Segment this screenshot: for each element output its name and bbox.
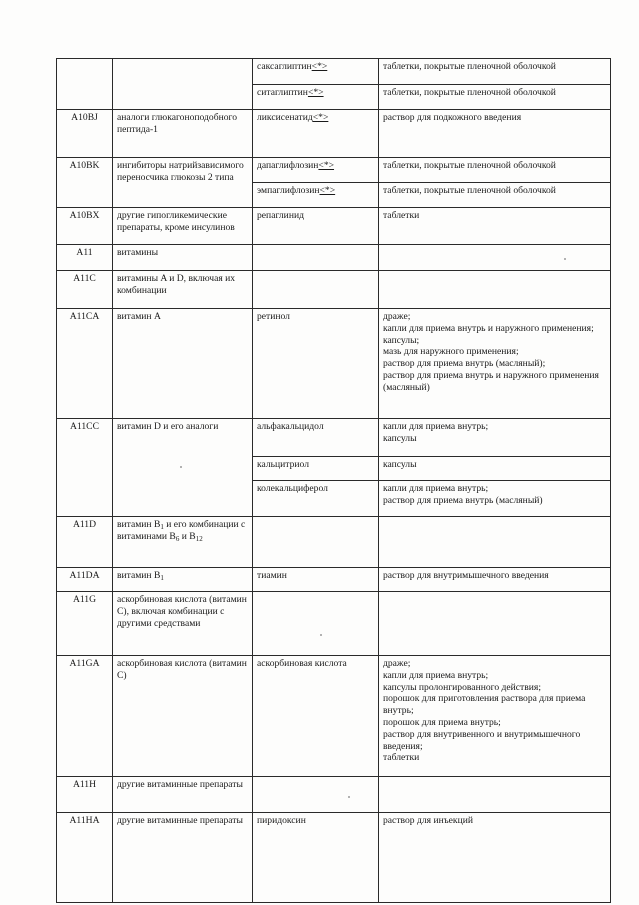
dosage-form-cell bbox=[379, 271, 611, 309]
atc-code-cell: A10BX bbox=[57, 208, 113, 245]
drug-name-cell bbox=[253, 419, 379, 457]
atc-code-cell: A11CC bbox=[57, 419, 113, 517]
table-row bbox=[57, 245, 611, 271]
drug-name: колекальциферол bbox=[257, 483, 328, 494]
group-text: и B bbox=[179, 530, 196, 542]
table-row bbox=[57, 271, 611, 309]
dosage-form-line: таблетки bbox=[383, 210, 420, 221]
dosage-form-line: таблетки, покрытые пленочной оболочкой bbox=[383, 185, 556, 196]
medicines-table bbox=[56, 58, 611, 903]
footnote-mark: <*> bbox=[307, 87, 324, 98]
scan-speck bbox=[320, 634, 322, 636]
dosage-form-line: раствор для инъекций bbox=[383, 815, 473, 826]
dosage-form-line: раствор для внутривенного и внутримышечного введения; bbox=[383, 728, 581, 752]
atc-code-cell: A10BJ bbox=[57, 110, 113, 158]
drug-name-cell bbox=[253, 85, 379, 110]
atc-code-cell: A11C bbox=[57, 271, 113, 309]
group-cell bbox=[113, 568, 253, 592]
drug-name: пиридоксин bbox=[257, 815, 306, 826]
dosage-form-line: капсулы пролонгированного действия; bbox=[383, 681, 541, 693]
dosage-form-line: таблетки, покрытые пленочной оболочкой bbox=[383, 160, 556, 171]
group-cell: другие витаминные препараты bbox=[113, 777, 253, 813]
dosage-form-cell bbox=[379, 208, 611, 245]
group-text: и его комбинации с витаминами B bbox=[117, 519, 246, 542]
table-row bbox=[57, 419, 611, 457]
dosage-form-cell bbox=[379, 245, 611, 271]
table-row bbox=[57, 517, 611, 568]
dosage-form-cell bbox=[379, 457, 611, 481]
dosage-form-cell bbox=[379, 309, 611, 419]
dosage-form-line: капсулы bbox=[383, 459, 417, 470]
dosage-form-line: мазь для наружного применения; bbox=[383, 346, 519, 358]
dosage-form-cell bbox=[379, 813, 611, 903]
drug-name-cell bbox=[253, 309, 379, 419]
dosage-form-cell bbox=[379, 777, 611, 813]
drug-name-cell bbox=[253, 110, 379, 158]
scan-speck bbox=[180, 466, 182, 468]
drug-name: репаглинид bbox=[257, 210, 304, 221]
table-row bbox=[57, 568, 611, 592]
atc-code-cell: A11H bbox=[57, 777, 113, 813]
dosage-form-cell bbox=[379, 419, 611, 457]
drug-name-cell bbox=[253, 777, 379, 813]
group-cell: витамин A bbox=[113, 309, 253, 419]
subscript: 1 bbox=[160, 574, 164, 582]
atc-code-cell: A11GA bbox=[57, 656, 113, 777]
group-cell bbox=[113, 59, 253, 110]
table-row bbox=[57, 59, 611, 85]
group-cell: аскорбиновая кислота (витамин C) bbox=[113, 656, 253, 777]
atc-code-cell: A11D bbox=[57, 517, 113, 568]
drug-name: саксаглиптин bbox=[257, 61, 312, 72]
subscript: 12 bbox=[195, 534, 203, 543]
dosage-form-cell bbox=[379, 59, 611, 85]
dosage-form-cell bbox=[379, 85, 611, 110]
drug-name-cell bbox=[253, 245, 379, 271]
drug-name-cell bbox=[253, 158, 379, 183]
drug-name: альфакальцидол bbox=[257, 421, 324, 432]
atc-code-cell: A10BK bbox=[57, 158, 113, 208]
dosage-form-cell bbox=[379, 656, 611, 777]
dosage-form-line: таблетки, покрытые пленочной оболочкой bbox=[383, 61, 556, 72]
dosage-form-line: раствор для приема внутрь (масляный); bbox=[383, 358, 546, 370]
dosage-form-cell bbox=[379, 517, 611, 568]
dosage-form-line: раствор для внутримышечного введения bbox=[383, 570, 549, 581]
dosage-form-cell bbox=[379, 110, 611, 158]
atc-code-cell bbox=[57, 59, 113, 110]
subscript: 1 bbox=[160, 523, 164, 531]
dosage-form-line: драже; bbox=[383, 658, 411, 669]
table-row bbox=[57, 656, 611, 777]
group-cell: витамины bbox=[113, 245, 253, 271]
dosage-form-line: капли для приема внутрь; bbox=[383, 483, 489, 494]
group-text: витамин B bbox=[117, 570, 161, 581]
drug-name: аскорбиновая кислота bbox=[257, 658, 347, 669]
atc-code-cell: A11CA bbox=[57, 309, 113, 419]
dosage-form-line: раствор для подкожного введения bbox=[383, 112, 522, 123]
group-cell: витамин D и его аналоги bbox=[113, 419, 253, 517]
footnote-mark: <*> bbox=[319, 185, 336, 196]
drug-name-cell bbox=[253, 59, 379, 85]
table-row bbox=[57, 158, 611, 183]
dosage-form-cell bbox=[379, 568, 611, 592]
dosage-form-line: драже; bbox=[383, 311, 411, 322]
drug-name-cell bbox=[253, 457, 379, 481]
group-text: витамин B bbox=[117, 519, 161, 530]
drug-name-cell bbox=[253, 568, 379, 592]
dosage-form-line: раствор для приема внутрь (масляный) bbox=[383, 494, 543, 506]
drug-name-cell bbox=[253, 208, 379, 245]
dosage-form-line: капсулы; bbox=[383, 334, 420, 346]
drug-name: ретинол bbox=[257, 311, 290, 322]
table-row bbox=[57, 813, 611, 903]
table-row bbox=[57, 592, 611, 656]
dosage-form-line: капсулы bbox=[383, 432, 417, 444]
dosage-form-line: раствор для приема внутрь и наружного применения (масляный) bbox=[383, 369, 599, 393]
drug-name-cell bbox=[253, 517, 379, 568]
footnote-mark: <*> bbox=[318, 160, 335, 171]
group-cell: другие гипогликемические препараты, кроме инсулинов bbox=[113, 208, 253, 245]
drug-name: ликсисенатид bbox=[257, 112, 313, 123]
scan-speck bbox=[348, 796, 350, 798]
group-cell: витамины A и D, включая их комбинации bbox=[113, 271, 253, 309]
group-cell: другие витаминные препараты bbox=[113, 813, 253, 903]
drug-name-cell bbox=[253, 592, 379, 656]
atc-code-cell: A11DA bbox=[57, 568, 113, 592]
dosage-form-line: таблетки bbox=[383, 752, 420, 764]
table-row bbox=[57, 309, 611, 419]
dosage-form-cell bbox=[379, 592, 611, 656]
group-cell: ингибиторы натрийзависимого переносчика глюкозы 2 типа bbox=[113, 158, 253, 208]
dosage-form-cell bbox=[379, 158, 611, 183]
drug-name: ситаглиптин bbox=[257, 87, 308, 98]
dosage-form-line: порошок для приготовления раствора для приема внутрь; bbox=[383, 693, 586, 717]
footnote-mark: <*> bbox=[312, 112, 329, 123]
dosage-form-line: порошок для приема внутрь; bbox=[383, 716, 501, 728]
dosage-form-cell bbox=[379, 183, 611, 208]
subscript: 6 bbox=[175, 534, 180, 543]
drug-name: тиамин bbox=[257, 570, 287, 581]
drug-name-cell bbox=[253, 183, 379, 208]
atc-code-cell: A11HA bbox=[57, 813, 113, 903]
table-row bbox=[57, 110, 611, 158]
scan-speck bbox=[564, 258, 566, 260]
dosage-form-cell bbox=[379, 481, 611, 517]
drug-name-cell bbox=[253, 813, 379, 903]
group-cell: аскорбиновая кислота (витамин C), включая комбинации с другими средствами bbox=[113, 592, 253, 656]
drug-name-cell bbox=[253, 481, 379, 517]
table-row bbox=[57, 208, 611, 245]
group-cell bbox=[113, 517, 253, 568]
atc-code-cell: A11G bbox=[57, 592, 113, 656]
drug-name: дапаглифлозин bbox=[257, 160, 319, 171]
drug-name-cell bbox=[253, 271, 379, 309]
drug-name-cell bbox=[253, 656, 379, 777]
atc-code-cell: A11 bbox=[57, 245, 113, 271]
group-cell: аналоги глюкагоноподобного пептида-1 bbox=[113, 110, 253, 158]
drug-name: эмпаглифлозин bbox=[257, 185, 320, 196]
dosage-form-line: таблетки, покрытые пленочной оболочкой bbox=[383, 87, 556, 98]
dosage-form-line: капли для приема внутрь и наружного применения; bbox=[383, 322, 594, 334]
footnote-mark: <*> bbox=[311, 61, 328, 72]
dosage-form-line: капли для приема внутрь; bbox=[383, 421, 489, 432]
dosage-form-line: капли для приема внутрь; bbox=[383, 669, 489, 681]
table-row bbox=[57, 777, 611, 813]
drug-name: кальцитриол bbox=[257, 459, 309, 470]
